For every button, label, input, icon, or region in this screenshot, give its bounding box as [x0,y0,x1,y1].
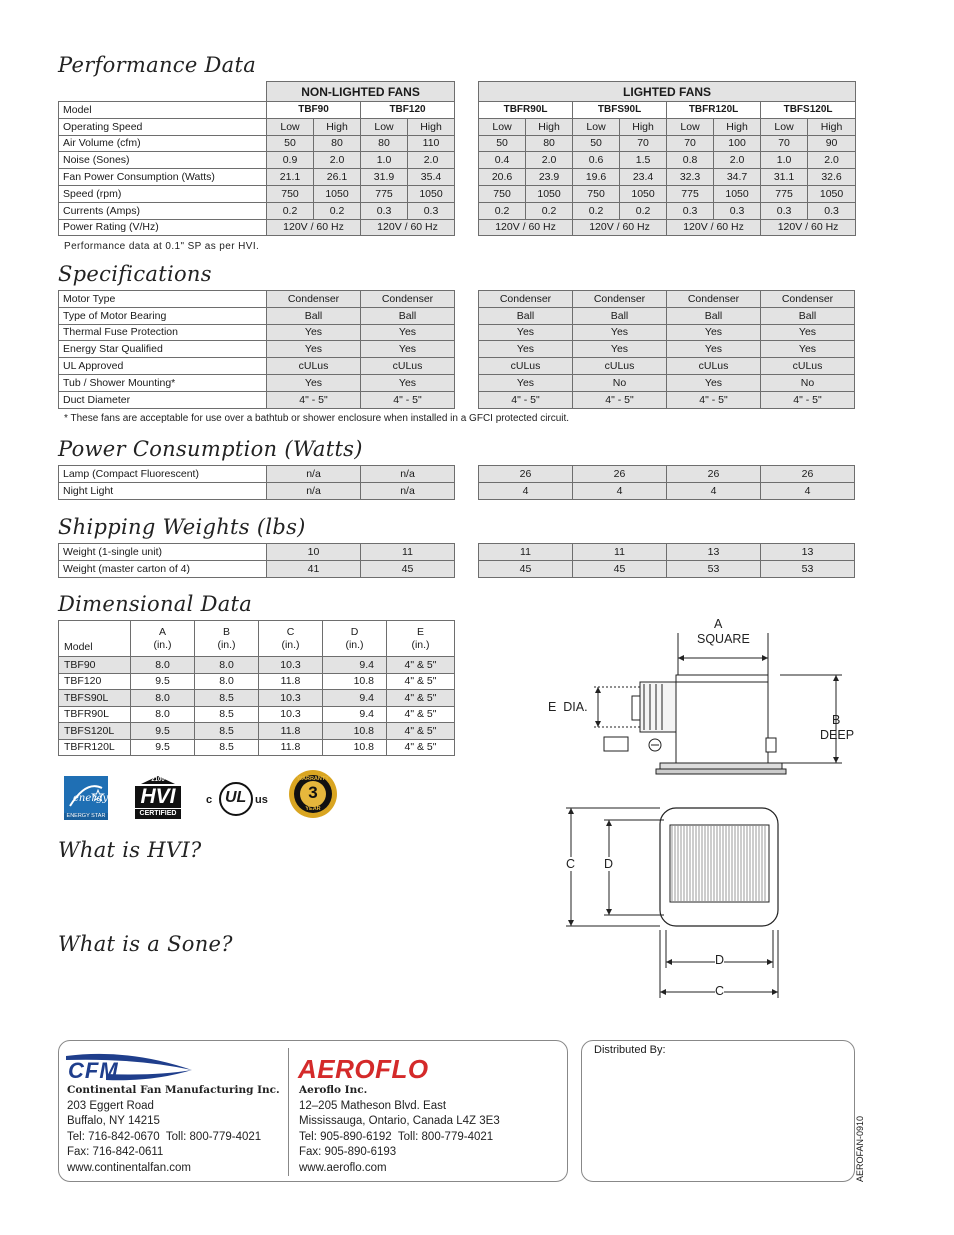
model-name: TBFR120L [667,102,761,119]
row-label: Speed (rpm) [59,185,267,202]
model-name: TBFR90L [479,102,573,119]
cell: Yes [479,324,573,341]
cell: 11.8 [259,723,323,740]
cell: 1.0 [361,152,408,169]
cfm-logo: CFM [66,1050,192,1084]
cell: Yes [761,341,855,358]
energy-star-text: ENERGY STAR [66,813,106,819]
hvi-heading: What is HVI? [58,838,202,862]
cell: High [714,118,761,135]
cell: Yes [667,341,761,358]
cell: 120V / 60 Hz [761,219,856,236]
cell: 4" - 5" [667,391,761,408]
cell: Yes [573,341,667,358]
cell: 4 [573,482,667,499]
warranty-seal: WARRANTY 3 YEAR [288,769,338,819]
cell: Yes [573,324,667,341]
group-nonlighted: NON-LIGHTED FANS [267,82,455,102]
cell: 0.2 [526,202,573,219]
cell: Low [667,118,714,135]
cell: 4" & 5" [387,723,455,740]
model-name: TBFR90L [59,706,131,723]
cell: 23.9 [526,169,573,186]
row-label: Power Rating (V/Hz) [59,219,267,236]
cell: 4" - 5" [479,391,573,408]
distributed-by-box [581,1040,855,1182]
cell: 0.3 [408,202,455,219]
document-code: AEROFAN-0910 [855,1115,865,1182]
cell: 2.0 [808,152,856,169]
cell: 26 [479,466,573,483]
cell: Yes [267,374,361,391]
dim-header-model: Model [59,621,131,657]
aeroflo-logo: AEROFLO [298,1054,429,1084]
cul-us-logo: c UL us [206,782,272,820]
row-label: Noise (Sones) [59,152,267,169]
cell: Yes [361,374,455,391]
cell: 41 [267,560,361,577]
cell: Low [267,118,314,135]
cell: 11.8 [259,739,323,756]
cell: Yes [667,324,761,341]
cell: Condenser [667,291,761,308]
cell: cULus [267,358,361,375]
cell: 26 [761,466,855,483]
hvi-logo: 2100 HVI CERTIFIED [133,774,183,820]
cell: 13 [667,544,761,561]
cell: 750 [573,185,620,202]
model-name: TBF90 [267,102,361,119]
cell: Condenser [573,291,667,308]
row-label: Type of Motor Bearing [59,307,267,324]
cell: Ball [573,307,667,324]
cell: 26.1 [314,169,361,186]
dim-header: A (in.) [131,621,195,657]
cell: 53 [761,560,855,577]
cell: 0.2 [314,202,361,219]
cell: 26 [573,466,667,483]
cell: n/a [361,482,455,499]
cell: Low [361,118,408,135]
cell: 0.3 [714,202,761,219]
cell: 0.3 [361,202,408,219]
cell: Condenser [361,291,455,308]
dim-a-label: A [714,617,723,631]
cell: Yes [479,374,573,391]
cell: 31.9 [361,169,408,186]
distributed-by-label: Distributed By: [594,1044,666,1056]
cell: Yes [267,324,361,341]
cell: 0.9 [267,152,314,169]
cell: 1050 [408,185,455,202]
cell: 1050 [808,185,856,202]
cell: 10.3 [259,706,323,723]
cell: 4" - 5" [267,391,361,408]
model-name: TBFS90L [573,102,667,119]
cell: 0.2 [620,202,667,219]
cell: 31.1 [761,169,808,186]
cell: 35.4 [408,169,455,186]
cell: Condenser [267,291,361,308]
row-label: Energy Star Qualified [59,341,267,358]
cell: Condenser [479,291,573,308]
cell: 100 [714,135,761,152]
cell: n/a [267,482,361,499]
cell: cULus [361,358,455,375]
cell: Ball [761,307,855,324]
row-label: Currents (Amps) [59,202,267,219]
cell: 23.4 [620,169,667,186]
cell: cULus [667,358,761,375]
cell: 80 [526,135,573,152]
row-label: Duct Diameter [59,391,267,408]
cell: 50 [573,135,620,152]
cell: 0.2 [267,202,314,219]
sone-heading: What is a Sone? [58,932,233,956]
cell: 8.0 [131,690,195,707]
cfm-address: Continental Fan Manufacturing Inc. 203 Eggert Road Buffalo, NY 14215 Tel: 716-842-0670 Toll: 800-779-4021 Fax: 716-842-0611 www.continentalfan.com [67,1083,280,1177]
dim-header: D (in.) [323,621,387,657]
cell: n/a [361,466,455,483]
cell: 10.3 [259,657,323,674]
cell: 9.5 [131,739,195,756]
aeroflo-website-link[interactable]: www.aeroflo.com [299,1161,387,1174]
cell: High [620,118,667,135]
cell: 4" - 5" [573,391,667,408]
cell: 775 [361,185,408,202]
cell: 13 [761,544,855,561]
cell: High [808,118,856,135]
cell: 19.6 [573,169,620,186]
dim-header: C (in.) [259,621,323,657]
cell: 1.0 [761,152,808,169]
cell: 9.5 [131,723,195,740]
cell: Ball [361,307,455,324]
cell: 9.5 [131,673,195,690]
model-name: TBFS120L [59,723,131,740]
cell: Low [479,118,526,135]
cell: 0.3 [761,202,808,219]
cell: 70 [620,135,667,152]
shipping-heading: Shipping Weights (lbs) [58,515,306,539]
specifications-note: * These fans are acceptable for use over a bathtub or shower enclosure when installed in a GFCI protected circuit. [64,413,570,424]
cell: 70 [761,135,808,152]
cell: 50 [267,135,314,152]
company-divider [288,1048,289,1176]
row-label: Lamp (Compact Fluorescent) [59,466,267,483]
cell: 11 [573,544,667,561]
group-lighted: LIGHTED FANS [479,82,856,102]
cell: 80 [361,135,408,152]
cell: n/a [267,466,361,483]
cell: Ball [479,307,573,324]
cell: 10.8 [323,723,387,740]
model-name: TBF120 [361,102,455,119]
cell: 20.6 [479,169,526,186]
cell: 0.3 [667,202,714,219]
cell: 0.8 [667,152,714,169]
cell: 8.5 [195,723,259,740]
cell: 90 [808,135,856,152]
cell: cULus [761,358,855,375]
cell: 1050 [714,185,761,202]
cell: 0.3 [808,202,856,219]
cell: Yes [761,324,855,341]
cell: No [761,374,855,391]
cell: 0.2 [479,202,526,219]
cell: 53 [667,560,761,577]
cell: High [314,118,361,135]
model-name: TBFS90L [59,690,131,707]
cell: 10.3 [259,690,323,707]
row-label: Air Volume (cfm) [59,135,267,152]
cell: Low [573,118,620,135]
cell: 80 [314,135,361,152]
cell: 11.8 [259,673,323,690]
cell: 4" & 5" [387,706,455,723]
dimensional-heading: Dimensional Data [58,592,253,616]
cell: 8.0 [195,657,259,674]
dim-header: E (in.) [387,621,455,657]
specifications-heading: Specifications [58,262,212,286]
cell: 775 [761,185,808,202]
row-label: Model [59,102,267,119]
dim-c-label: C [566,857,576,871]
model-name: TBF120 [59,673,131,690]
power-heading: Power Consumption (Watts) [58,437,363,461]
cell: Yes [267,341,361,358]
cell: 120V / 60 Hz [573,219,667,236]
model-name: TBF90 [59,657,131,674]
row-label: Tub / Shower Mounting* [59,374,267,391]
cell: 11 [479,544,573,561]
cell: 50 [479,135,526,152]
cell: 10.8 [323,739,387,756]
cell: 32.6 [808,169,856,186]
performance-heading: Performance Data [58,53,257,77]
dim-d-label: D [604,857,614,871]
cell: 45 [573,560,667,577]
dim-e-label: E DIA. [548,700,588,714]
cfm-website-link[interactable]: www.continentalfan.com [67,1161,192,1174]
dim-b-sub: DEEP [820,728,855,742]
cell: 26 [667,466,761,483]
row-label: UL Approved [59,358,267,375]
cell: Yes [479,341,573,358]
cell: Low [761,118,808,135]
cell: 11 [361,544,455,561]
cell: 34.7 [714,169,761,186]
cell: 120V / 60 Hz [667,219,761,236]
cell: 775 [667,185,714,202]
cell: 120V / 60 Hz [267,219,361,236]
cell: 8.5 [195,690,259,707]
cell: 10.8 [323,673,387,690]
cell: Ball [667,307,761,324]
cell: 1050 [526,185,573,202]
cell: 4 [667,482,761,499]
cell: Yes [361,324,455,341]
cell: 10 [267,544,361,561]
cell: 8.0 [131,706,195,723]
svg-text:energy: energy [73,793,108,804]
cell: 2.0 [314,152,361,169]
cell: 1050 [314,185,361,202]
cell: 45 [361,560,455,577]
cell: 110 [408,135,455,152]
cell: 9.4 [323,657,387,674]
cell: 9.4 [323,690,387,707]
cell: 120V / 60 Hz [361,219,455,236]
performance-note: Performance data at 0.1" SP as per HVI. [64,241,260,252]
cell: High [526,118,573,135]
row-label: Operating Speed [59,118,267,135]
row-label: Thermal Fuse Protection [59,324,267,341]
cell: 0.6 [573,152,620,169]
cell: High [408,118,455,135]
cell: Yes [667,374,761,391]
aeroflo-address: Aeroflo Inc. 12–205 Matheson Blvd. East Mississauga, Ontario, Canada L4Z 3E3 Tel: 905-890-6192 Toll: 800-779-4021 Fax: 905-890-6193 www.aeroflo.com [299,1083,500,1177]
cell: 4" & 5" [387,690,455,707]
cell: cULus [479,358,573,375]
cell: 8.0 [131,657,195,674]
cell: 0.2 [573,202,620,219]
cell: cULus [573,358,667,375]
cell: 120V / 60 Hz [479,219,573,236]
cell: 45 [479,560,573,577]
cell: 8.0 [195,673,259,690]
cell: 9.4 [323,706,387,723]
row-label: Motor Type [59,291,267,308]
cell: 4" & 5" [387,657,455,674]
cell: 750 [479,185,526,202]
cell: Condenser [761,291,855,308]
cell: No [573,374,667,391]
row-label: Weight (1-single unit) [59,544,267,561]
dim-d-bottom-label: D [715,953,725,967]
cell: 2.0 [408,152,455,169]
dim-a-sub: SQUARE [697,632,750,646]
cell: 70 [667,135,714,152]
dim-header: B (in.) [195,621,259,657]
cell: 1.5 [620,152,667,169]
model-name: TBFR120L [59,739,131,756]
row-label: Weight (master carton of 4) [59,560,267,577]
cell: 32.3 [667,169,714,186]
dim-c-bottom-label: C [715,984,725,998]
model-name: TBFS120L [761,102,856,119]
cell: 4 [761,482,855,499]
cell: Ball [267,307,361,324]
cell: 4" - 5" [361,391,455,408]
cell: 8.5 [195,706,259,723]
row-label: Night Light [59,482,267,499]
cell: 8.5 [195,739,259,756]
cell: 4" & 5" [387,739,455,756]
cell: 4" & 5" [387,673,455,690]
cell: 0.4 [479,152,526,169]
cell: 4 [479,482,573,499]
cell: 21.1 [267,169,314,186]
cell: 2.0 [714,152,761,169]
cell: 1050 [620,185,667,202]
row-label: Fan Power Consumption (Watts) [59,169,267,186]
cell: 2.0 [526,152,573,169]
cell: Yes [361,341,455,358]
dim-b-label: B [832,713,841,727]
cell: 4" - 5" [761,391,855,408]
cell: 750 [267,185,314,202]
